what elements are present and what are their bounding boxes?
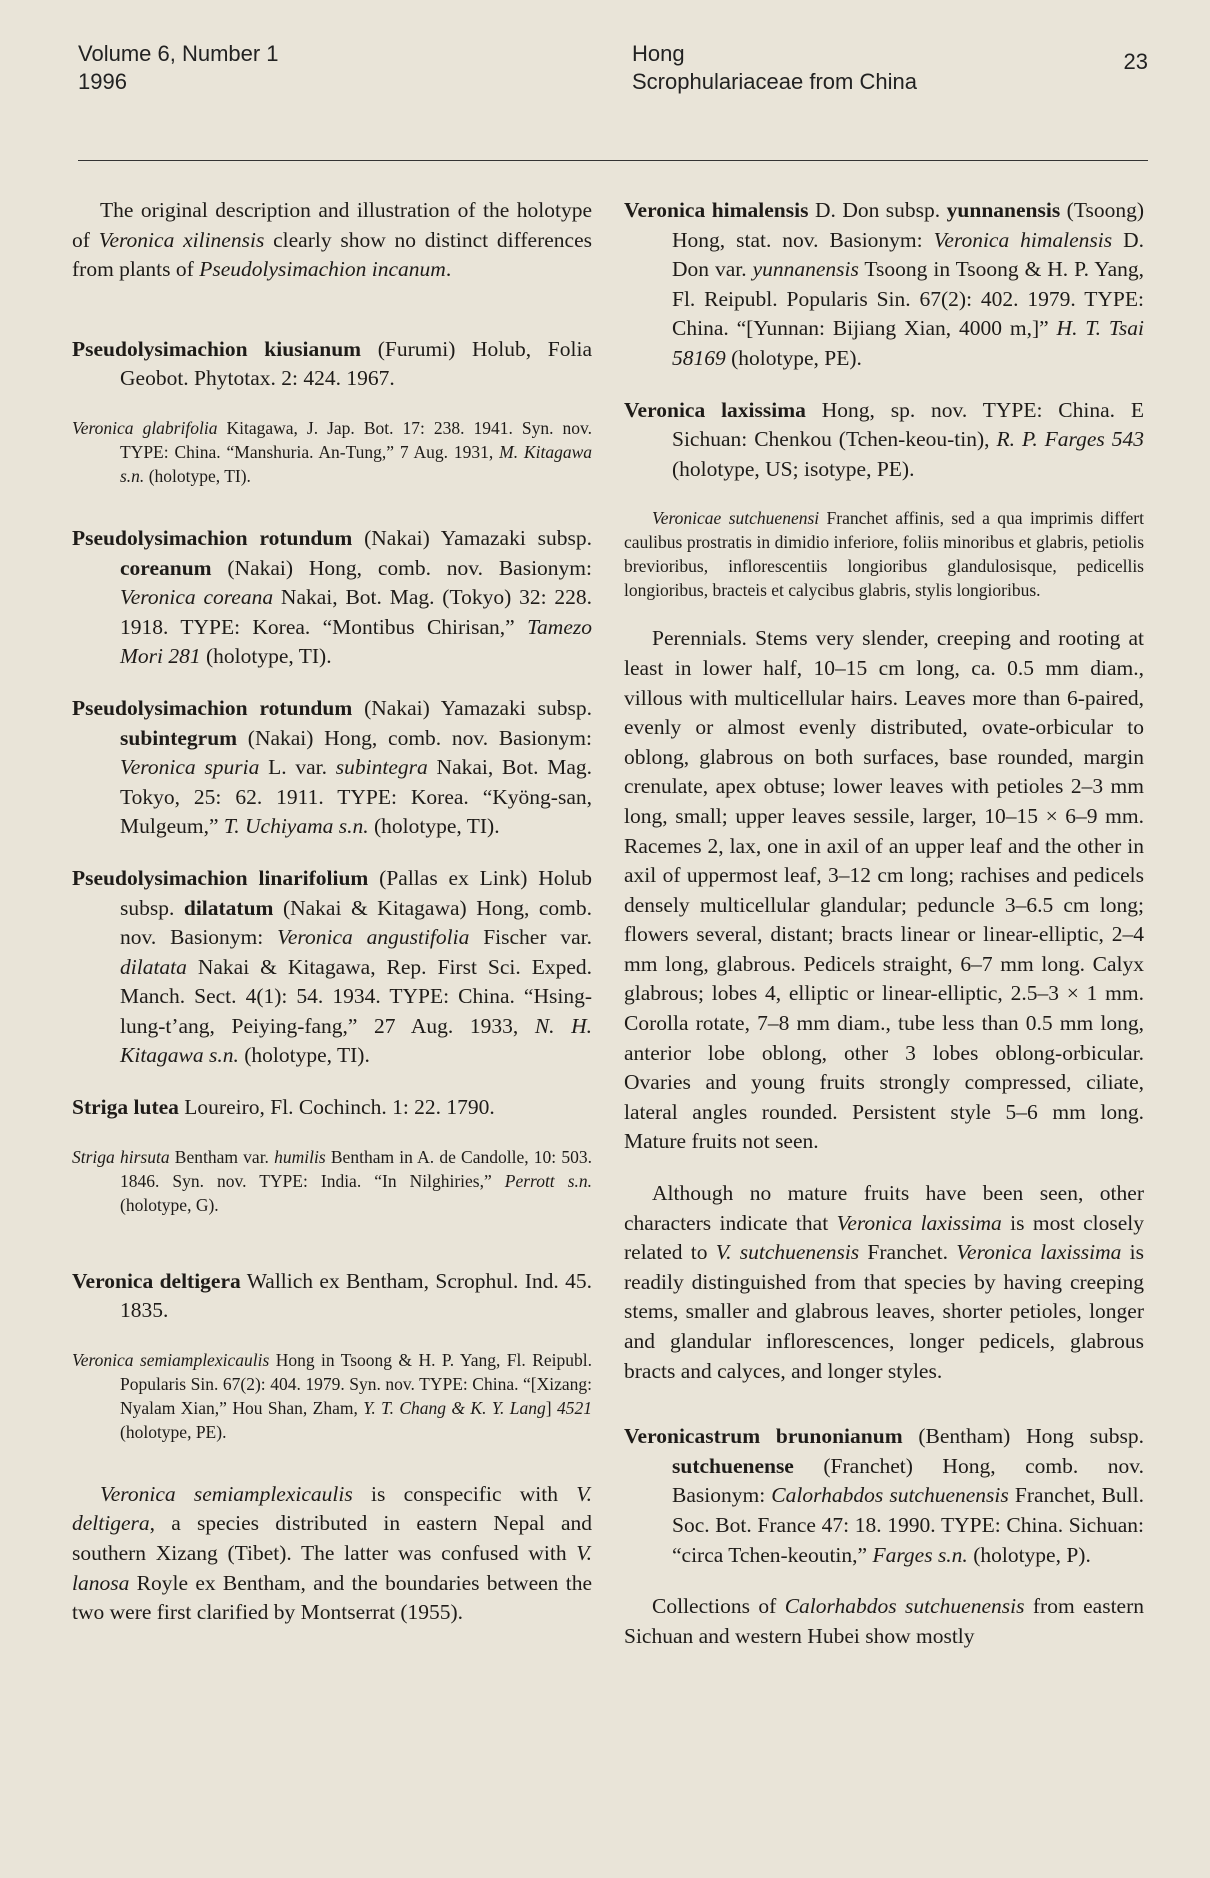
page-header bbox=[78, 40, 1148, 110]
year: 1996 bbox=[78, 69, 127, 94]
taxon-entry-subintegrum: Pseudolysimachion rotundum (Nakai) Yamazaki subsp. subintegrum (Nakai) Hong, comb. nov. Basionym: Veronica spuria L. var. subintegra Nakai, Bot. Mag. Tokyo, 25: 62. 1911. TYPE: Korea. “Kyöng-san, Mulgeum,” T. Uchiyama s.n. (holotype, TI). bbox=[72, 695, 592, 839]
paragraph-xilinensis: The original description and illustration of the holotype of Veronica xilinensis clearly show no distinct differences from plants of Pseudolysimachion incanum. bbox=[72, 198, 592, 282]
journal-info bbox=[78, 40, 279, 96]
left-column bbox=[72, 196, 592, 1628]
taxon-entry-striga-lutea: Striga lutea Loureiro, Fl. Cochinch. 1: 22. 1790. bbox=[72, 1095, 495, 1120]
taxon-entry-laxissima: Veronica laxissima Hong, sp. nov. TYPE: China. E Sichuan: Chenkou (Tchen-keou-tin), R. P. Farges 543 (holotype, US; isotype, PE). bbox=[624, 397, 1145, 481]
author-name: Hong bbox=[632, 41, 685, 66]
article-title: Scrophulariaceae from China bbox=[632, 69, 917, 94]
synonym-semiamplexicaulis: Veronica semiamplexicaulis Hong in Tsoong & H. P. Yang, Fl. Reipubl. Popularis Sin. 67(2): 404. 1979. Syn. nov. TYPE: China. “[Xizang: Nyalam Xian,” Hou Shan, Zham, Y. T. Chang & K. Y. Lang] 4521 (holotype, PE). bbox=[72, 1349, 592, 1442]
synonym-glabrifolia: Veronica glabrifolia Kitagawa, J. Jap. Bot. 17: 238. 1941. Syn. nov. TYPE: China. “Manshuria. An-Tung,” 7 Aug. 1931, M. Kitagawa s.n. (holotype, TI). bbox=[72, 417, 592, 486]
synonym-striga-hirsuta: Striga hirsuta Bentham var. humilis Bentham in A. de Candolle, 10: 503. 1846. Syn. nov. TYPE: India. “In Nilghiries,” Perrott s.n. (holotype, G). bbox=[72, 1146, 593, 1215]
latin-diagnosis: Veronicae sutchuenensi Franchet affinis, sed a qua imprimis differt caulibus prostratis in dimidio inferiore, foliis minoribus et glabris, petiolis brevioribus, inflorescentiis longioribus glandulosisque, pedicellis longioribus, bracteis et calycibus glabris, stylis longioribus. bbox=[624, 508, 1144, 601]
header-rule bbox=[78, 160, 1148, 161]
taxon-entry-kiusianum: Pseudolysimachion kiusianum (Furumi) Holub, Folia Geobot. Phytotax. 2: 424. 1967. bbox=[72, 336, 592, 391]
species-description: Perennials. Stems very slender, creeping and rooting at least in lower half, 10–15 cm long, ca. 0.5 mm diam., villous with multicellular hairs. Leaves more than 6-paired, evenly or almost evenly distributed, ovate-orbicular to oblong, glabrous on both surfaces, base rounded, margin crenulate, apex obtuse; lower leaves with petioles 2–3 mm long, small; upper leaves sessile, larger, 10–15 × 6–9 mm. Racemes 2, lax, one in axil of an upper leaf and the other in axil of uppermost leaf, 3–12 cm long; rachises and pedicels densely multicellular glandular; peduncle 3–6.5 cm long; flowers several, distant; bracts linear or linear-elliptic, 2–4 mm long, glabrous. Pedicels straight, 6–7 mm long. Calyx glabrous; lobes 4, elliptic or linear-elliptic, 2.5–3 × 1 mm. Corolla rotate, 7–8 mm diam., tube less than 0.5 mm long, anterior lobe oblong, other 3 lobes oblong-orbicular. Ovaries and young fruits strongly compressed, ciliate, lateral angles rounded. Persistent style 5–6 mm long. Mature fruits not seen. bbox=[624, 626, 1144, 1154]
paragraph-deltigera-discussion: Veronica semiamplexicaulis is conspecific with V. deltigera, a species distributed in eastern Nepal and southern Xizang (Tibet). The latter was confused with V. lanosa Royle ex Bentham, and the boundaries between the two were first clarified by Montserrat (1955). bbox=[72, 1481, 592, 1625]
page-number: 23 bbox=[1123, 49, 1148, 74]
paragraph-laxissima-discussion: Although no mature fruits have been seen, other characters indicate that Veronica laxissima is most closely related to V. sutchuenensis Franchet. Veronica laxissima is readily distinguished from that species by having creeping stems, smaller and glabrous leaves, shorter petioles, longer and glandular inflorescences, longer pedicels, glabrous bracts and calyces, and longer styles. bbox=[624, 1181, 1145, 1383]
taxon-entry-coreanum: Pseudolysimachion rotundum (Nakai) Yamazaki subsp. coreanum (Nakai) Hong, comb. nov. Basionym: Veronica coreana Nakai, Bot. Mag. (Tokyo) 32: 228. 1918. TYPE: Korea. “Montibus Chirisan,” Tamezo Mori 281 (holotype, TI). bbox=[72, 525, 592, 669]
running-title bbox=[632, 40, 917, 96]
taxon-entry-sutchuenense: Veronicastrum brunonianum (Bentham) Hong subsp. sutchuenense (Franchet) Hong, comb. nov. Basionym: Calorhabdos sutchuenensis Franchet, Bull. Soc. Bot. France 47: 18. 1990. TYPE: China. Sichuan: “circa Tchen-keoutin,” Farges s.n. (holotype, P). bbox=[624, 1424, 1144, 1567]
taxon-entry-deltigera: Veronica deltigera Wallich ex Bentham, Scrophul. Ind. 45. 1835. bbox=[72, 1268, 592, 1323]
taxon-entry-yunnanensis: Veronica himalensis D. Don subsp. yunnanensis (Tsoong) Hong, stat. nov. Basionym: Veronica himalensis D. Don var. yunnanensis Tsoong in Tsoong & H. P. Yang, Fl. Reipubl. Popularis Sin. 67(2): 402. 1979. TYPE: China. “[Yunnan: Bijiang Xian, 4000 m,]” H. T. Tsai 58169 (holotype, PE). bbox=[624, 198, 1144, 370]
volume-number: Volume 6, Number 1 bbox=[78, 41, 279, 66]
taxon-entry-dilatatum: Pseudolysimachion linarifolium (Pallas ex Link) Holub subsp. dilatatum (Nakai & Kitagawa) Hong, comb. nov. Basionym: Veronica angustifolia Fischer var. dilatata Nakai & Kitagawa, Rep. First Sci. Exped. Manch. Sect. 4(1): 54. 1934. TYPE: China. “Hsing-lung-t’ang, Peiying-fang,” 27 Aug. 1933, N. H. Kitagawa s.n. (holotype, TI). bbox=[72, 865, 592, 1068]
paragraph-calorhabdos-collections: Collections of Calorhabdos sutchuenensis from eastern Sichuan and western Hubei show mostly bbox=[624, 1594, 1144, 1648]
right-column bbox=[624, 196, 1144, 1651]
